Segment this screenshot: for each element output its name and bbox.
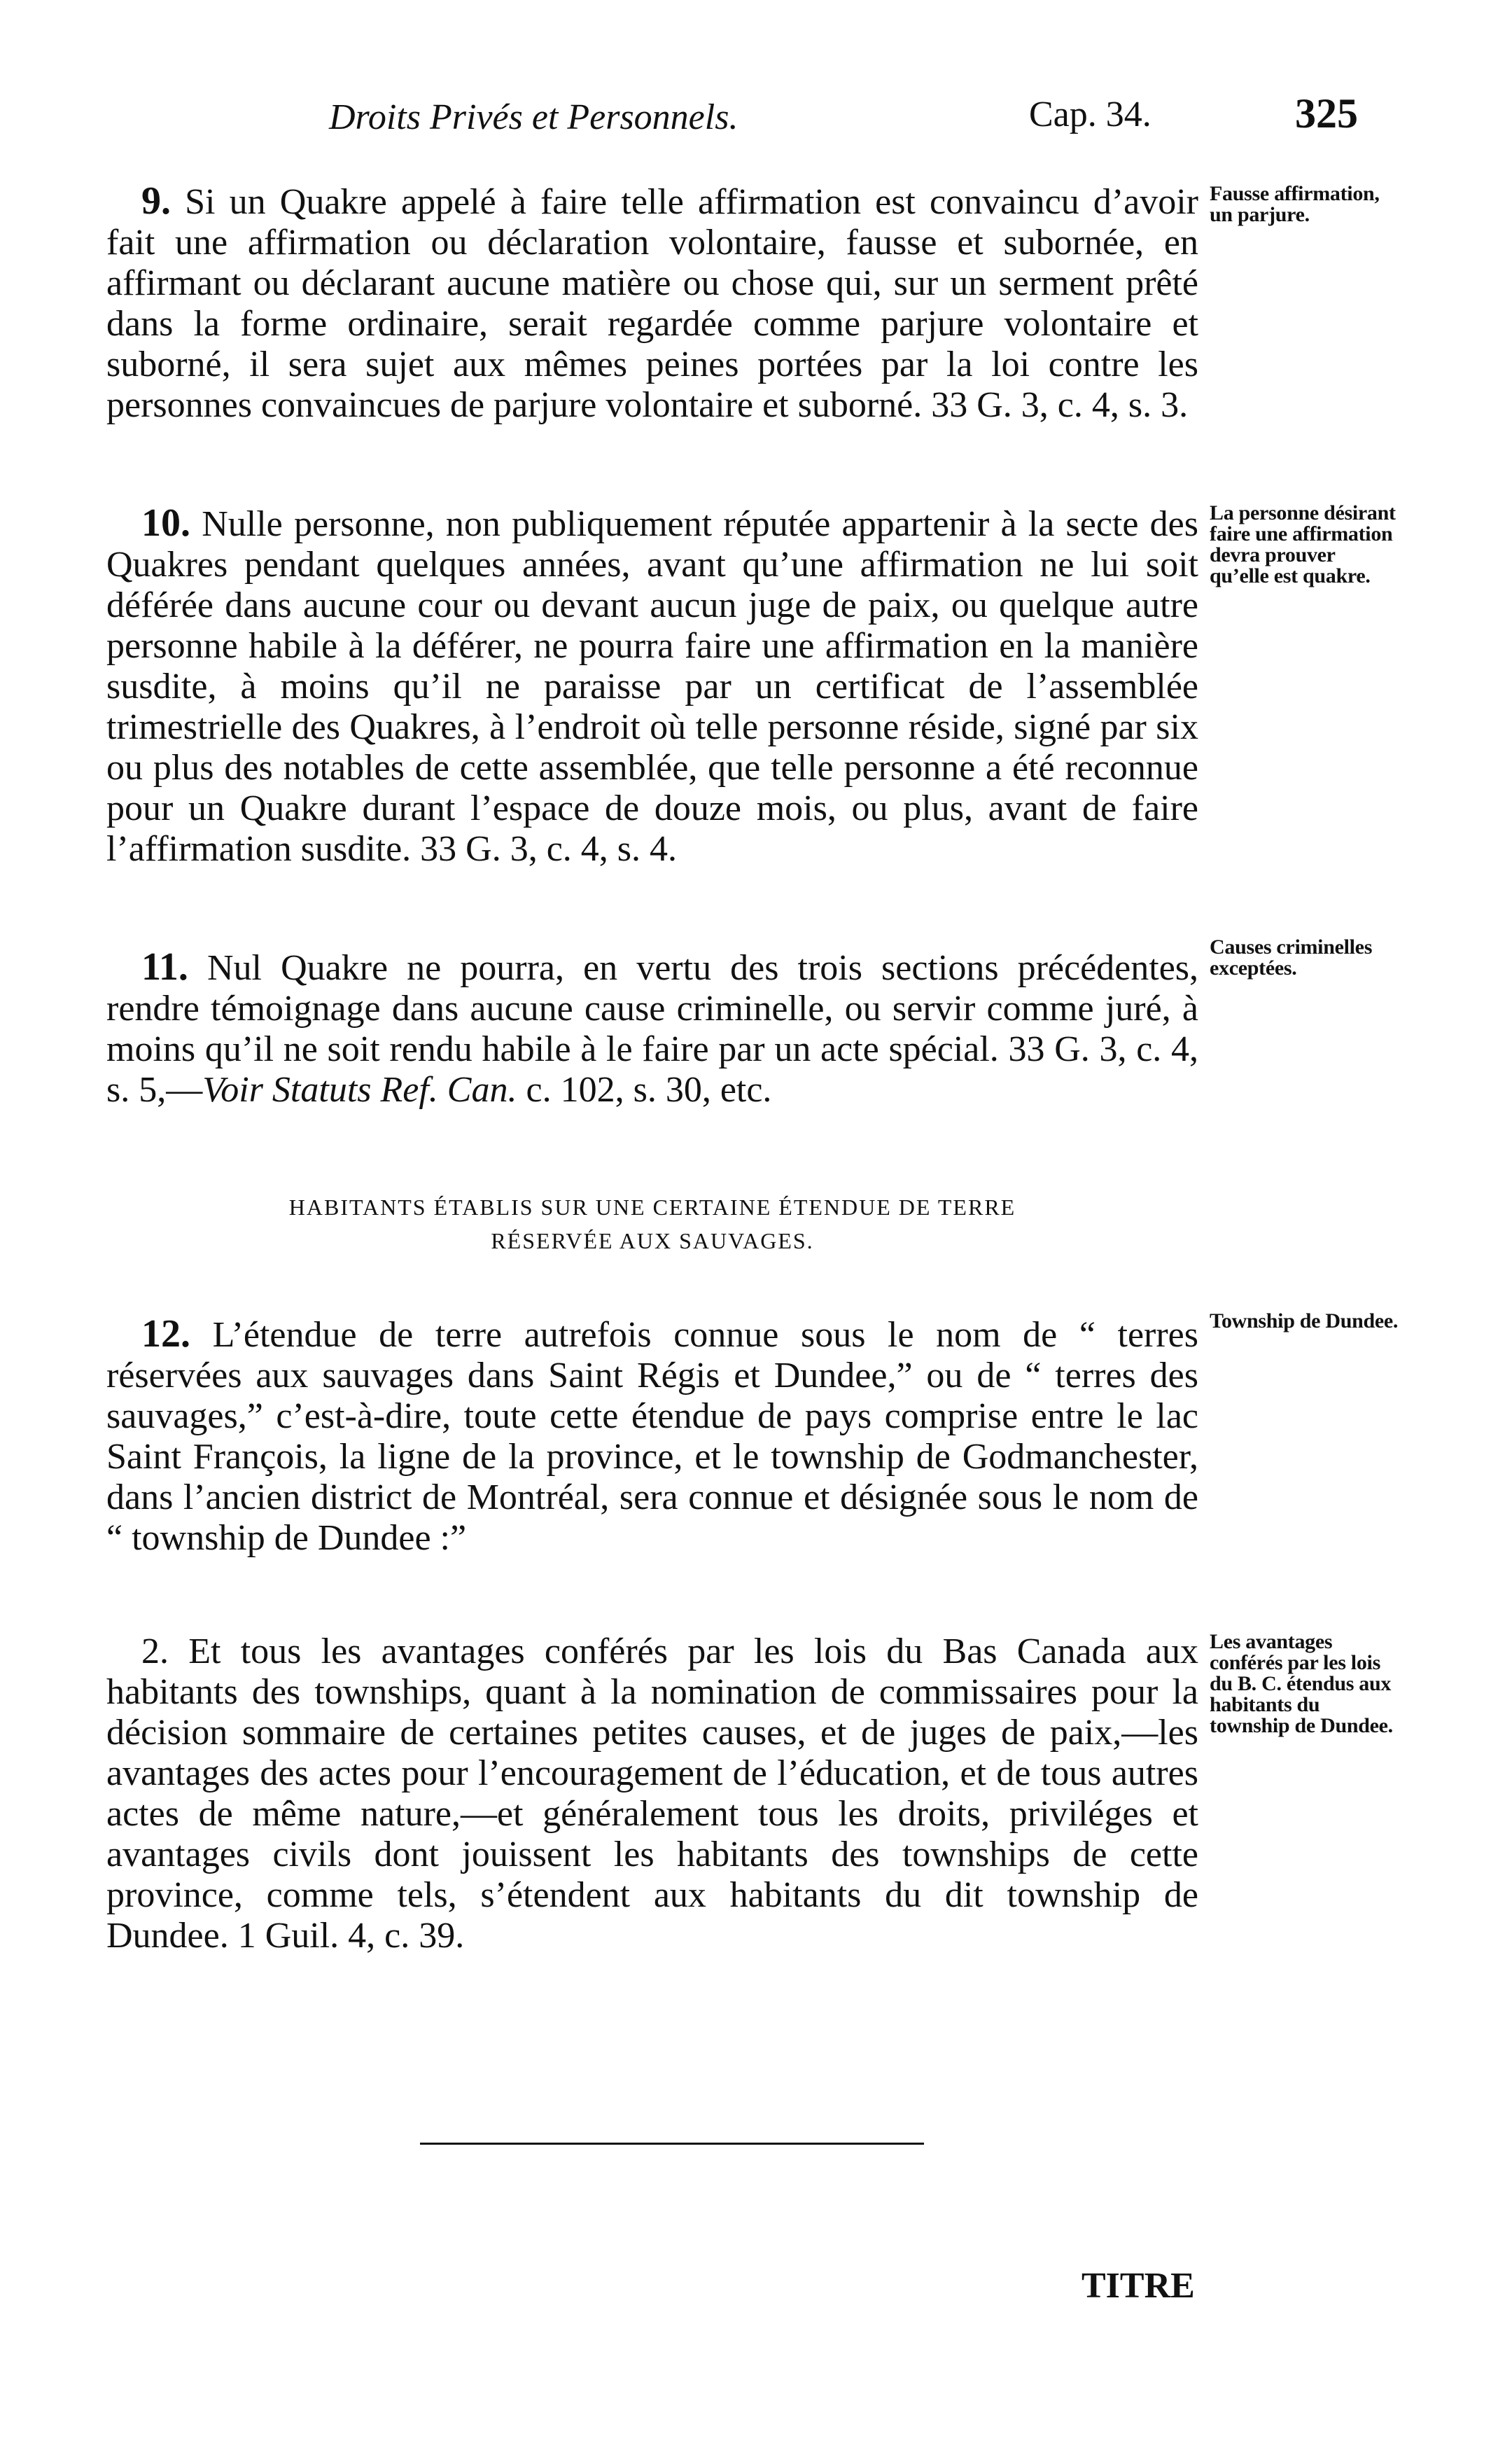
section-text: Nulle personne, non publiquement réputée appartenir à la secte des Quakres pendant quelques années, avant qu’une affirmation ne lui soit déférée dans aucune cour ou devant aucun juge de paix, ou quelque autre personne habile à la déférer, ne pourra faire une affirmation en la manière susdite, à moins qu’il ne paraisse par un certificat de l’assemblée trimestrielle des Quakres, à l’endroit où telle personne réside, signé par six ou plus des notables de cette assemblée, que telle personne a été reconnue pour un Quakre durant l’espace de douze mois, ou plus, avant de faire l’affirmation susdite. 33 G. 3, c. 4, s. 4. [106, 504, 1198, 869]
chapter-label: Cap. 34. [1029, 95, 1152, 134]
section-text-end: c. 102, s. 30, etc. [517, 1070, 772, 1110]
section-text-italic: Voir Statuts Ref. Can. [202, 1070, 517, 1110]
section-text: L’étendue de terre autrefois connue sous le nom de “ terres réservées aux sauvages dans Saint Régis et Dundee,” ou de “ terres des sauvages,” c’est-à-dire, toute cette étendue de pays comprise entre le lac Saint François, la ligne de la province, et le township de Godmanchester, dans l’ancien district de Montréal, sera connue et désignée sous le nom de “ township de Dundee :” [106, 1315, 1198, 1558]
margin-note-10: La personne désirant faire une affirmation devra prouver qu’elle est quakre. [1210, 501, 1396, 587]
heading-line-2: RÉSERVÉE AUX SAUVAGES. [491, 1228, 814, 1253]
subsection-2 [106, 1631, 1198, 1956]
running-title: Droits Privés et Personnels. [329, 97, 738, 137]
section-heading [106, 1190, 1198, 1258]
margin-note-12: Township de Dundee. [1210, 1309, 1399, 1332]
section-text: Si un Quakre appelé à faire telle affirmation est convaincu d’avoir fait une affirmation ou déclaration volontaire, fausse et subornée, en affirmant ou déclarant aucune matière ou chose qui, sur un serment prêté dans la forme ordinaire, serait regardée comme parjure volontaire et suborné, il sera sujet aux mêmes peines portées par la loi contre les personnes convaincues de parjure volontaire et suborné. 33 G. 3, c. 4, s. 3. [106, 182, 1198, 425]
heading-line-1: HABITANTS ÉTABLIS SUR UNE CERTAINE ÉTENDUE DE TERRE [288, 1195, 1016, 1220]
margin-note-2: Les avantages conférés par les lois du B. C. étendus aux habitants du township de Dundee. [1210, 1630, 1393, 1737]
section-12 [106, 1314, 1198, 1559]
section-9 [106, 181, 1198, 426]
section-text: Nul Quakre ne pourra, en vertu des trois sections précédentes, rendre témoignage dans aucune cause criminelle, ou servir comme juré, à moins qu’il ne soit rendu habile à le faire par un acte spécial. 33 G. 3, c. 4, s. 5,— [106, 948, 1199, 1110]
section-number: 2. [141, 1631, 169, 1671]
section-number: 11. [141, 945, 188, 989]
section-text: Et tous les avantages conférés par les lois du Bas Canada aux habitants des townships, quant à la nomination de commissaires pour la décision sommaire de certaines petites causes, et de juges de paix,—les avantages des actes pour l’encouragement de l’éducation, et de tous autres actes de même nature,—et généralement tous les droits, priviléges et avantages civils dont jouissent les habitants des townships de cette province, comme tels, s’étendent aux habitants du dit township de Dundee. 1 Guil. 4, c. 39. [106, 1631, 1198, 1956]
running-header [329, 90, 1379, 153]
margin-note-9: Fausse affirmation, un parjure. [1210, 182, 1380, 226]
margin-note-11: Causes criminelles exceptées. [1210, 935, 1373, 980]
section-10 [106, 503, 1198, 870]
section-number: 10. [141, 501, 190, 545]
closing-rule [420, 2143, 924, 2145]
section-number: 9. [141, 179, 171, 223]
catchword: TITRE [1082, 2266, 1195, 2306]
section-number: 12. [141, 1312, 190, 1356]
section-11 [106, 947, 1198, 1111]
page-number: 325 [1295, 90, 1358, 137]
